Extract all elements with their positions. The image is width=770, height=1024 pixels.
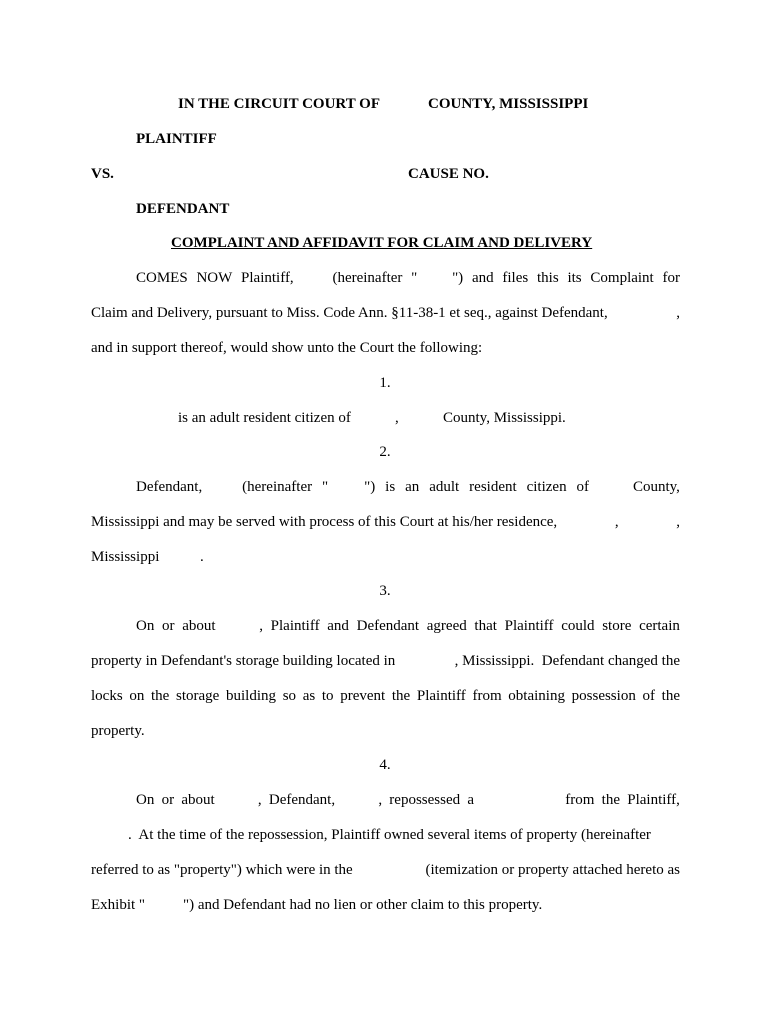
para1-text-c: County, Mississippi. — [443, 410, 566, 426]
para3-word: on — [129, 688, 145, 704]
para2-word: County, — [632, 479, 680, 495]
document-title: COMPLAINT AND AFFIDAVIT FOR CLAIM AND DELIVERY — [171, 235, 593, 251]
para2-word: of — [576, 479, 590, 495]
intro-word: COMES — [136, 270, 188, 286]
intro-word: files — [502, 270, 529, 286]
para2-word: " — [322, 479, 329, 495]
para2-text: , — [676, 514, 680, 530]
intro-word: Complaint — [590, 270, 654, 286]
para3-word: Defendant — [356, 618, 420, 634]
para2-word: (hereinafter — [242, 479, 313, 495]
para4-word: , — [378, 792, 383, 808]
para3-line-4: property. — [91, 723, 145, 739]
para3-word: , — [259, 618, 263, 634]
intro-line-1 — [136, 269, 680, 287]
para4-word: the — [601, 792, 620, 808]
para3-word: as — [302, 688, 316, 704]
para3-word: possession — [571, 688, 636, 704]
para3-word: or — [162, 618, 175, 634]
para3-word: of — [642, 688, 655, 704]
intro-line-3: and in support thereof, would show unto the Court the following: — [91, 340, 483, 356]
intro-word: ") — [452, 270, 464, 286]
para3-word: On — [136, 618, 155, 634]
para4-word: from — [565, 792, 595, 808]
para4-text: (itemization or property attached hereto as — [425, 862, 680, 878]
intro-line-2 — [91, 304, 680, 322]
para3-word: locks — [91, 688, 123, 704]
para3-word: from — [472, 688, 502, 704]
para1-text-b: , — [395, 410, 399, 426]
plaintiff-label: PLAINTIFF — [136, 131, 217, 147]
para3-word: Plaintiff — [504, 618, 554, 634]
para2-word: resident — [469, 479, 517, 495]
para2-word: adult — [429, 479, 460, 495]
court-heading-left: IN THE CIRCUIT COURT OF — [178, 96, 381, 112]
para2-text: , — [614, 514, 619, 530]
para3-line-3 — [91, 687, 680, 705]
para2-line-2 — [91, 513, 680, 531]
paragraph-number-3: 3. — [379, 583, 391, 599]
paragraph-number-2: 2. — [379, 444, 391, 460]
intro-text: , — [676, 305, 680, 321]
para4-word: about — [181, 792, 215, 808]
para4-line-4a: Exhibit " — [91, 897, 146, 913]
para1-text-a: is an adult resident citizen of — [178, 410, 351, 426]
para2-text: Mississippi and may be served with process of this Court at his/her residence, — [91, 514, 558, 530]
para2-line-1 — [136, 478, 680, 496]
cause-number-label: CAUSE NO. — [408, 166, 489, 182]
para4-word: Plaintiff, — [627, 792, 680, 808]
para3-word: Plaintiff — [416, 688, 466, 704]
para3-word: building — [226, 688, 277, 704]
defendant-label: DEFENDANT — [136, 201, 230, 217]
para3-word: certain — [639, 618, 680, 634]
para3-line-1 — [136, 617, 680, 635]
para3-word: store — [602, 618, 632, 634]
para3-word: storage — [176, 688, 220, 704]
para2-word: Defendant, — [136, 479, 203, 495]
para4-word: a — [467, 792, 475, 808]
versus-label: VS. — [91, 166, 114, 182]
para2-word: an — [405, 479, 420, 495]
para4-text: referred to as "property") which were in the — [91, 862, 353, 878]
para3-word: Plaintiff — [270, 618, 320, 634]
para2-word: ") — [364, 479, 376, 495]
para3-word: the — [151, 688, 170, 704]
para4-line-3 — [91, 861, 680, 879]
intro-word: " — [411, 270, 418, 286]
para3-word: prevent — [340, 688, 386, 704]
intro-word: its — [567, 270, 582, 286]
para3-word: the — [391, 688, 411, 704]
para3-word: so — [282, 688, 297, 704]
paragraph-number-4: 4. — [379, 757, 391, 773]
intro-text: Claim and Delivery, pursuant to Miss. Code Ann. §11-38-1 et seq., against Defendant, — [91, 305, 608, 321]
para3-text: property in Defendant's storage building located in — [91, 653, 396, 669]
intro-word: Plaintiff, — [241, 270, 294, 286]
para4-line-4b: ") and Defendant had no lien or other claim to this property. — [183, 897, 543, 913]
para4-word: , — [257, 792, 262, 808]
intro-word: for — [662, 270, 680, 286]
intro-word: this — [536, 270, 559, 286]
para2-word: is — [385, 479, 396, 495]
intro-word: and — [471, 270, 494, 286]
para3-word: obtaining — [508, 688, 565, 704]
para2-word: citizen — [526, 479, 567, 495]
para4-word: Defendant, — [268, 792, 336, 808]
para2-line-3b: . — [200, 549, 204, 565]
para4-word: On — [136, 792, 155, 808]
para3-line-2 — [91, 652, 680, 670]
intro-word: (hereinafter — [332, 270, 403, 286]
para3-word: to — [321, 688, 334, 704]
para4-line-2: . At the time of the repossession, Plaintiff owned several items of property (hereinafter — [128, 827, 651, 843]
court-heading-right: COUNTY, MISSISSIPPI — [428, 96, 589, 112]
para3-word: could — [561, 618, 595, 634]
para2-line-3a: Mississippi — [91, 549, 160, 565]
para4-word: repossessed — [389, 792, 461, 808]
para3-text: , Mississippi. Defendant changed the — [454, 653, 680, 669]
paragraph-number-1: 1. — [379, 375, 391, 391]
para4-line-1 — [136, 791, 680, 809]
para3-word: agreed — [426, 618, 467, 634]
para3-word: about — [182, 618, 216, 634]
para3-word: that — [474, 618, 497, 634]
para3-word: the — [661, 688, 680, 704]
para3-word: and — [327, 618, 349, 634]
para4-word: or — [161, 792, 175, 808]
intro-word: NOW — [196, 270, 233, 286]
